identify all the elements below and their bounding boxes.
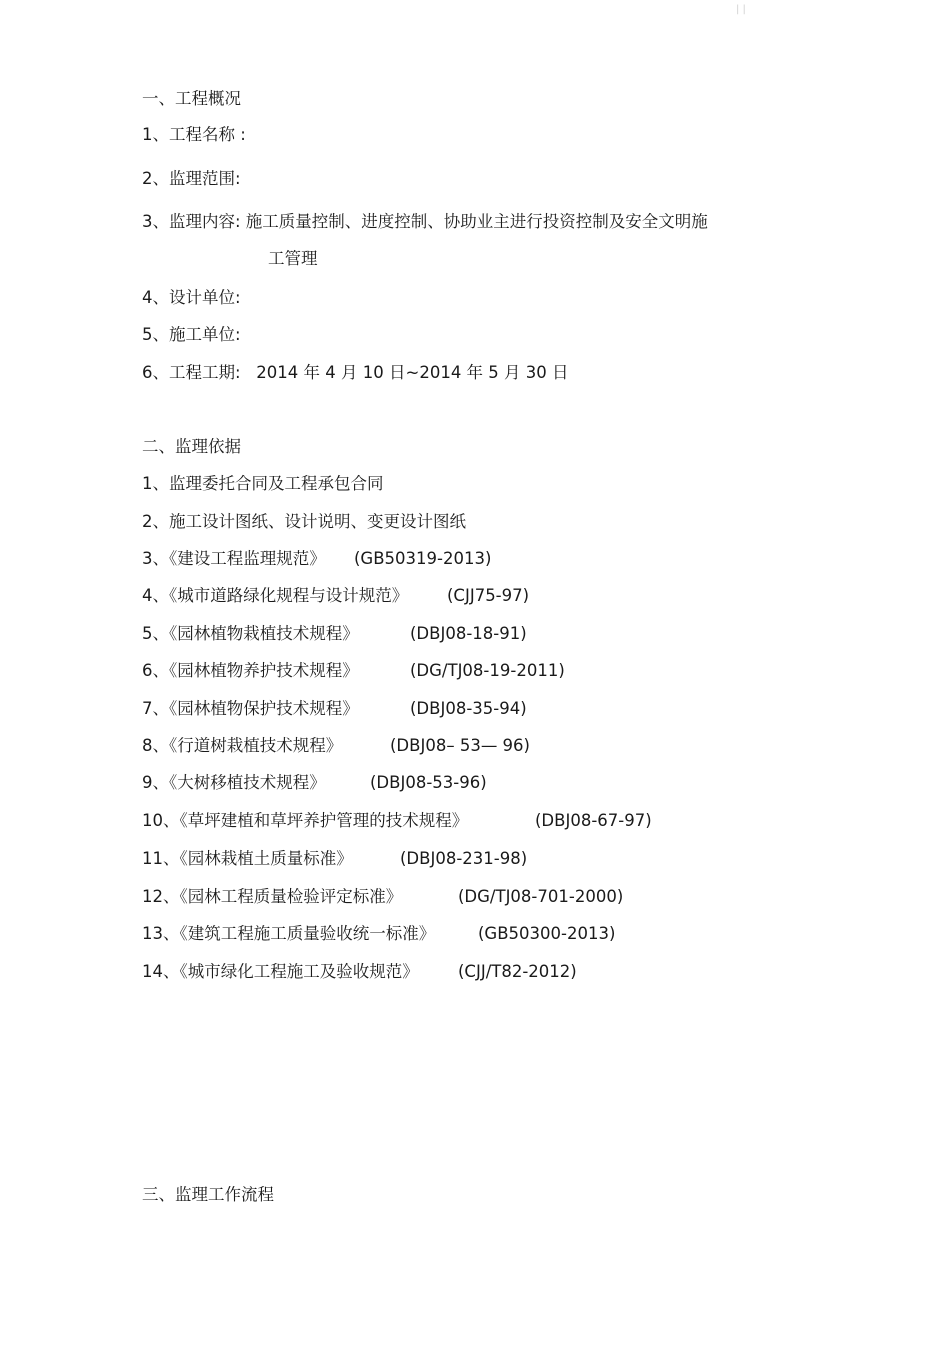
basis-item-title: 5、《园林植物栽植技术规程》 — [142, 624, 359, 643]
basis-item-title: 14、《城市绿化工程施工及验收规范》 — [142, 962, 419, 981]
basis-item-title: 13、《建筑工程施工质量验收统一标准》 — [142, 924, 436, 943]
basis-item-title: 7、《园林植物保护技术规程》 — [142, 699, 359, 718]
section2-heading: 二、监理依据 — [142, 437, 241, 456]
section1-item-6: 6、工程工期: 2014 年 4 月 10 日~2014 年 5 月 30 日 — [142, 363, 569, 382]
basis-item-code: (DG/TJ08-701-2000) — [458, 887, 624, 906]
section1-item-5: 5、施工单位: — [142, 325, 241, 344]
basis-item-title: 9、《大树移植技术规程》 — [142, 773, 326, 792]
basis-item-code: (CJJ/T82-2012) — [458, 962, 577, 981]
section1-item-1: 1、工程名称 : — [142, 125, 246, 144]
section1-item-2: 2、监理范围: — [142, 169, 241, 188]
basis-item-title: 3、《建设工程监理规范》 — [142, 549, 326, 568]
section1-heading: 一、工程概况 — [142, 89, 241, 108]
section1-item-3: 3、监理内容: 施工质量控制、进度控制、协助业主进行投资控制及安全文明施 — [142, 212, 708, 231]
section1-item-4: 4、设计单位: — [142, 288, 241, 307]
basis-item-title: 6、《园林植物养护技术规程》 — [142, 661, 359, 680]
basis-item-title: 4、《城市道路绿化规程与设计规范》 — [142, 586, 409, 605]
corner-mark: | | — [736, 4, 746, 15]
basis-item-title: 8、《行道树栽植技术规程》 — [142, 736, 343, 755]
basis-item-code: (DG/TJ08-19-2011) — [410, 661, 565, 680]
basis-item-code: (DBJ08-35-94) — [410, 699, 527, 718]
basis-item-title: 10、《草坪建植和草坪养护管理的技术规程》 — [142, 811, 469, 830]
section3-heading: 三、监理工作流程 — [142, 1185, 274, 1204]
basis-item-code: (GB50319-2013) — [354, 549, 492, 568]
basis-item-code: (DBJ08-231-98) — [400, 849, 528, 868]
basis-item-code: (DBJ08– 53— 96) — [390, 736, 530, 755]
basis-item-title: 2、施工设计图纸、设计说明、变更设计图纸 — [142, 512, 466, 531]
basis-item-code: (CJJ75-97) — [447, 586, 530, 605]
basis-item-title: 11、《园林栽植土质量标准》 — [142, 849, 353, 868]
basis-item-code: (DBJ08-67-97) — [535, 811, 652, 830]
basis-item-title: 1、监理委托合同及工程承包合同 — [142, 474, 384, 493]
basis-item-code: (DBJ08-18-91) — [410, 624, 527, 643]
basis-item-title: 12、《园林工程质量检验评定标准》 — [142, 887, 403, 906]
basis-item-code: (DBJ08-53-96) — [370, 773, 487, 792]
basis-item-code: (GB50300-2013) — [478, 924, 616, 943]
section1-item-3-continuation: 工管理 — [268, 249, 318, 268]
